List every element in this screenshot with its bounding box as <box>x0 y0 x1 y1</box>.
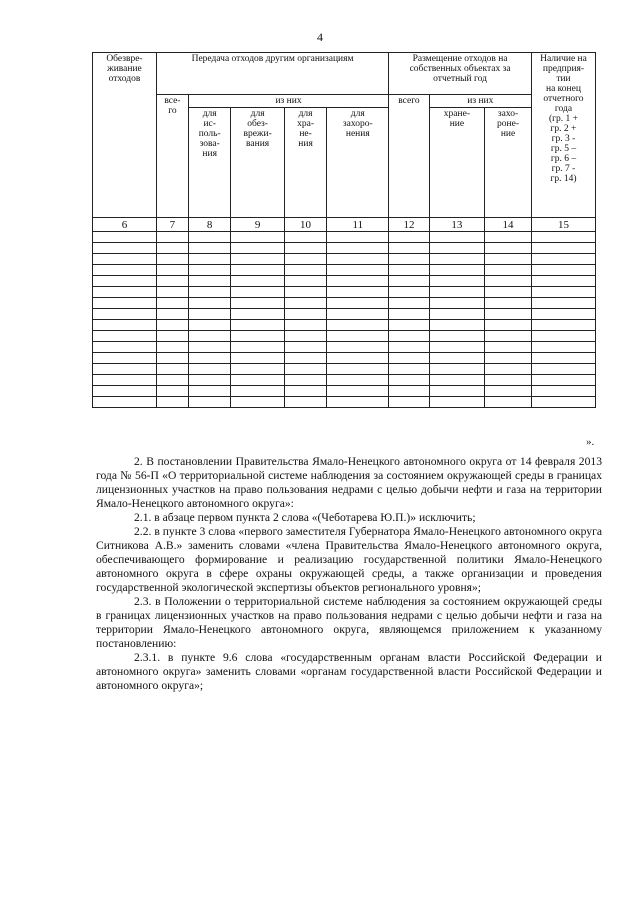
empty-cell <box>93 331 157 342</box>
empty-cell <box>327 287 389 298</box>
empty-cell <box>389 232 429 243</box>
empty-cell <box>231 232 284 243</box>
empty-cell <box>485 375 532 386</box>
paragraph: 2.3. в Положении о территориальной системе наблюдения за состоянием окружающей среды в границах лицензионных участков на право пользования недрами с целью добычи нефти и газа на территории Ямало-Ненецкого автономного округа, являющемся приложением к указанному постановлению: <box>96 595 602 650</box>
empty-cell <box>284 243 327 254</box>
empty-cell <box>284 397 327 408</box>
empty-cell <box>93 397 157 408</box>
empty-cell <box>485 364 532 375</box>
empty-cell <box>231 265 284 276</box>
empty-cell <box>231 386 284 397</box>
empty-cell <box>429 309 484 320</box>
empty-cell <box>327 386 389 397</box>
empty-cell <box>429 397 484 408</box>
empty-cell <box>188 375 231 386</box>
header-presence: Наличие на предприя- тии на конец отчетного года (гр. 1 + гр. 2 + гр. 3 - гр. 5 – гр. 6 – гр. 7 - гр. 14) <box>531 53 595 218</box>
column-number: 8 <box>188 218 231 232</box>
empty-cell <box>231 287 284 298</box>
empty-cell <box>284 309 327 320</box>
empty-cell <box>156 342 188 353</box>
empty-cell <box>284 320 327 331</box>
empty-cell <box>389 353 429 364</box>
empty-cell <box>156 364 188 375</box>
empty-cell <box>531 397 595 408</box>
header-burial: захо- роне- ние <box>485 108 532 218</box>
empty-cell <box>188 320 231 331</box>
column-number: 7 <box>156 218 188 232</box>
empty-cell <box>156 232 188 243</box>
empty-cell <box>188 386 231 397</box>
empty-cell <box>284 364 327 375</box>
header-burial-transfer: для захоро- нения <box>327 108 389 218</box>
empty-cell <box>93 287 157 298</box>
empty-cell <box>327 397 389 408</box>
column-number: 10 <box>284 218 327 232</box>
empty-cell <box>188 364 231 375</box>
empty-cell <box>327 309 389 320</box>
empty-cell <box>389 375 429 386</box>
empty-cell <box>485 298 532 309</box>
empty-cell <box>389 265 429 276</box>
empty-table-row <box>93 232 596 243</box>
empty-cell <box>531 265 595 276</box>
empty-table-row <box>93 298 596 309</box>
empty-table-row <box>93 353 596 364</box>
empty-cell <box>485 232 532 243</box>
empty-cell <box>156 320 188 331</box>
empty-cell <box>327 232 389 243</box>
empty-cell <box>156 353 188 364</box>
empty-cell <box>156 243 188 254</box>
empty-table-row <box>93 254 596 265</box>
empty-cell <box>531 342 595 353</box>
empty-table-row <box>93 342 596 353</box>
empty-table-row <box>93 309 596 320</box>
column-number: 11 <box>327 218 389 232</box>
empty-cell <box>429 364 484 375</box>
empty-cell <box>429 298 484 309</box>
empty-cell <box>231 254 284 265</box>
empty-cell <box>93 353 157 364</box>
empty-cell <box>389 298 429 309</box>
empty-cell <box>531 331 595 342</box>
empty-table-row <box>93 397 596 408</box>
empty-cell <box>231 375 284 386</box>
empty-cell <box>93 364 157 375</box>
header-storage: хране- ние <box>429 108 484 218</box>
empty-cell <box>389 364 429 375</box>
empty-cell <box>327 276 389 287</box>
empty-table-row <box>93 331 596 342</box>
empty-cell <box>284 276 327 287</box>
paragraph: 2.3.1. в пункте 9.6 слова «государственным органам власти Российской Федерации и автономного округа» заменить словами «органам государственной власти Российской Федерации и автономного округа»; <box>96 651 602 692</box>
empty-cell <box>485 276 532 287</box>
empty-cell <box>485 353 532 364</box>
empty-cell <box>531 375 595 386</box>
empty-cell <box>531 298 595 309</box>
empty-table-row <box>93 243 596 254</box>
empty-cell <box>156 254 188 265</box>
column-number: 9 <box>231 218 284 232</box>
empty-cell <box>93 342 157 353</box>
empty-cell <box>284 342 327 353</box>
paragraph: 2.2. в пункте 3 слова «первого заместителя Губернатора Ямало-Ненецкого автономного округа Ситникова А.В.» заменить словами «члена Правительства Ямало-Ненецкого автономного округа, обеспечивающего формирование и реализацию государственной политики Ямало-Ненецкого автономного округа в сфере охраны окружающей среды, а также организации и проведения государственной экологической экспертизы объектов регионального уровня»; <box>96 525 602 594</box>
header-disposal: Обезвре- живание отходов <box>93 53 157 218</box>
empty-table-row <box>93 276 596 287</box>
empty-cell <box>284 287 327 298</box>
empty-cell <box>389 342 429 353</box>
empty-cell <box>327 331 389 342</box>
empty-cell <box>429 276 484 287</box>
empty-cell <box>429 331 484 342</box>
empty-cell <box>485 397 532 408</box>
header-transfer-of-them: из них <box>188 95 388 108</box>
empty-cell <box>485 320 532 331</box>
empty-cell <box>531 353 595 364</box>
empty-table-row <box>93 265 596 276</box>
empty-cell <box>188 254 231 265</box>
column-number: 13 <box>429 218 484 232</box>
empty-cell <box>156 375 188 386</box>
empty-cell <box>93 232 157 243</box>
empty-cell <box>188 331 231 342</box>
empty-cell <box>156 331 188 342</box>
empty-cell <box>429 243 484 254</box>
column-number: 6 <box>93 218 157 232</box>
header-placement-total: всего <box>389 95 429 218</box>
empty-cell <box>327 254 389 265</box>
empty-cell <box>429 386 484 397</box>
empty-cell <box>531 276 595 287</box>
empty-table-row <box>93 287 596 298</box>
empty-cell <box>156 265 188 276</box>
empty-cell <box>188 287 231 298</box>
empty-cell <box>231 342 284 353</box>
empty-cell <box>93 320 157 331</box>
empty-cell <box>485 309 532 320</box>
empty-cell <box>188 309 231 320</box>
empty-cell <box>231 298 284 309</box>
empty-cell <box>284 331 327 342</box>
empty-cell <box>93 309 157 320</box>
header-use: для ис- поль- зова- ния <box>188 108 231 218</box>
empty-cell <box>389 397 429 408</box>
empty-cell <box>188 342 231 353</box>
empty-cell <box>284 265 327 276</box>
empty-cell <box>531 243 595 254</box>
empty-cell <box>389 309 429 320</box>
column-number: 12 <box>389 218 429 232</box>
empty-cell <box>389 254 429 265</box>
empty-table-row <box>93 386 596 397</box>
empty-cell <box>389 276 429 287</box>
page-number: 4 <box>317 30 323 44</box>
header-neutralization: для обез- врежи- вания <box>231 108 284 218</box>
empty-cell <box>231 331 284 342</box>
empty-cell <box>156 309 188 320</box>
header-transfer-total: все- го <box>156 95 188 218</box>
empty-cell <box>188 397 231 408</box>
header-placement-group: Размещение отходов на собственных объектах за отчетный год <box>389 53 532 95</box>
empty-cell <box>485 243 532 254</box>
empty-cell <box>188 353 231 364</box>
empty-cell <box>531 309 595 320</box>
paragraph: 2. В постановлении Правительства Ямало-Ненецкого автономного округа от 14 февраля 2013 года № 56-П «О территориальной системе наблюдения за состоянием окружающей среды в границах лицензионных участков на право пользования недрами с целью добычи нефти и газа на территории Ямало-Ненецкого автономного округа»: <box>96 455 602 510</box>
header-storage-transfer: для хра- не- ния <box>284 108 327 218</box>
empty-cell <box>327 320 389 331</box>
empty-cell <box>93 276 157 287</box>
empty-cell <box>429 254 484 265</box>
empty-cell <box>231 397 284 408</box>
empty-cell <box>531 287 595 298</box>
empty-cell <box>188 265 231 276</box>
empty-cell <box>429 375 484 386</box>
empty-cell <box>284 232 327 243</box>
column-number: 14 <box>485 218 532 232</box>
empty-cell <box>531 254 595 265</box>
empty-cell <box>156 276 188 287</box>
empty-cell <box>231 320 284 331</box>
empty-cell <box>429 287 484 298</box>
header-transfer-group: Передача отходов другим организациям <box>156 53 388 95</box>
empty-cell <box>284 353 327 364</box>
empty-cell <box>327 243 389 254</box>
empty-cell <box>284 386 327 397</box>
empty-cell <box>188 298 231 309</box>
empty-cell <box>389 320 429 331</box>
empty-cell <box>429 232 484 243</box>
empty-cell <box>156 298 188 309</box>
empty-cell <box>231 276 284 287</box>
empty-cell <box>429 265 484 276</box>
empty-cell <box>93 386 157 397</box>
empty-cell <box>156 386 188 397</box>
empty-cell <box>531 386 595 397</box>
empty-cell <box>231 353 284 364</box>
empty-table-row <box>93 364 596 375</box>
empty-cell <box>93 243 157 254</box>
empty-cell <box>93 298 157 309</box>
empty-cell <box>327 364 389 375</box>
empty-cell <box>389 386 429 397</box>
column-number: 15 <box>531 218 595 232</box>
empty-cell <box>485 342 532 353</box>
empty-cell <box>93 375 157 386</box>
empty-cell <box>485 386 532 397</box>
empty-cell <box>429 320 484 331</box>
empty-cell <box>188 232 231 243</box>
empty-cell <box>429 342 484 353</box>
empty-cell <box>531 320 595 331</box>
empty-table-row <box>93 375 596 386</box>
empty-cell <box>284 254 327 265</box>
closing-quote: ». <box>586 436 595 448</box>
empty-cell <box>327 265 389 276</box>
empty-cell <box>389 331 429 342</box>
empty-cell <box>327 353 389 364</box>
paragraph: 2.1. в абзаце первом пункта 2 слова «(Чеботарева Ю.П.)» исключить; <box>134 511 476 524</box>
empty-cell <box>327 375 389 386</box>
empty-cell <box>93 265 157 276</box>
empty-cell <box>231 243 284 254</box>
header-placement-of-them: из них <box>429 95 531 108</box>
empty-cell <box>485 265 532 276</box>
empty-cell <box>389 243 429 254</box>
empty-cell <box>327 298 389 309</box>
empty-cell <box>156 397 188 408</box>
empty-cell <box>429 353 484 364</box>
empty-table-row <box>93 320 596 331</box>
empty-cell <box>93 254 157 265</box>
waste-table <box>92 52 596 408</box>
empty-cell <box>531 364 595 375</box>
empty-cell <box>231 309 284 320</box>
body-text <box>96 455 602 693</box>
empty-cell <box>485 331 532 342</box>
empty-cell <box>156 287 188 298</box>
empty-cell <box>284 375 327 386</box>
empty-cell <box>188 276 231 287</box>
empty-cell <box>389 287 429 298</box>
empty-cell <box>284 298 327 309</box>
empty-cell <box>327 342 389 353</box>
empty-cell <box>231 364 284 375</box>
empty-cell <box>485 254 532 265</box>
empty-cell <box>485 287 532 298</box>
empty-cell <box>188 243 231 254</box>
empty-cell <box>531 232 595 243</box>
